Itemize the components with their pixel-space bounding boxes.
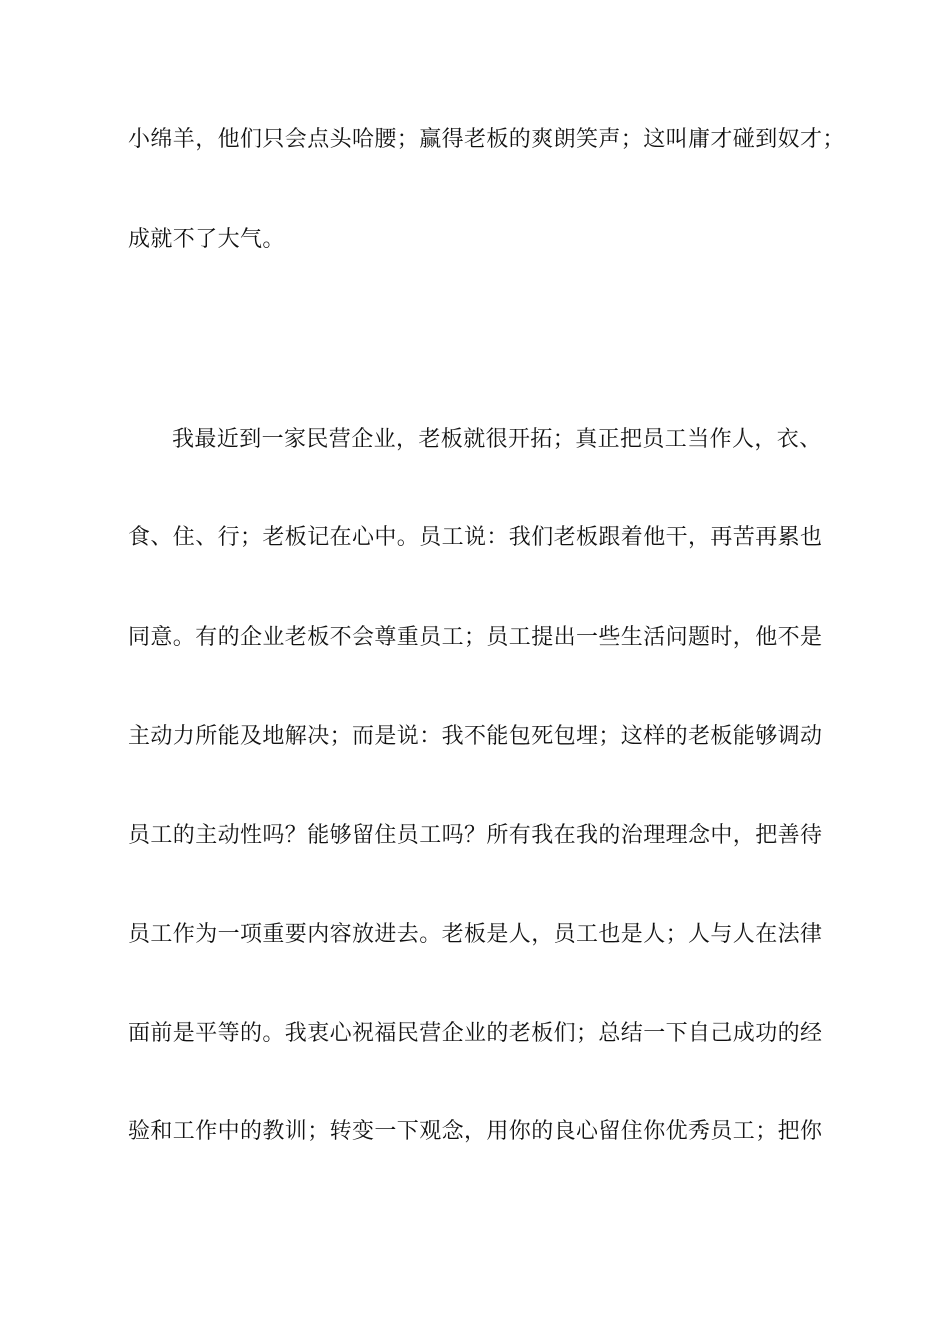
text-line: 成就不了大气。 bbox=[128, 227, 285, 252]
text-line: 员工作为一项重要内容放进去。老板是人，员工也是人；人与人在法律 bbox=[128, 922, 823, 947]
text-line: 验和工作中的教训；转变一下观念，用你的良心留住你优秀员工；把你 bbox=[128, 1119, 823, 1144]
text-line: 食、住、行；老板记在心中。员工说：我们老板跟着他干，再苦再累也 bbox=[128, 525, 823, 550]
text-line: 面前是平等的。我衷心祝福民营企业的老板们；总结一下自己成功的经 bbox=[128, 1021, 823, 1046]
text-line: 我最近到一家民营企业，老板就很开拓；真正把员工当作人，衣、 bbox=[172, 427, 822, 452]
text-line: 主动力所能及地解决；而是说：我不能包死包埋；这样的老板能够调动 bbox=[128, 724, 823, 749]
text-line: 同意。有的企业老板不会尊重员工；员工提出一些生活问题时，他不是 bbox=[128, 625, 823, 650]
text-line: 小绵羊，他们只会点头哈腰；赢得老板的爽朗笑声；这叫庸才碰到奴才； bbox=[128, 127, 845, 152]
text-line: 员工的主动性吗？能够留住员工吗？所有我在我的治理理念中，把善待 bbox=[128, 823, 823, 848]
